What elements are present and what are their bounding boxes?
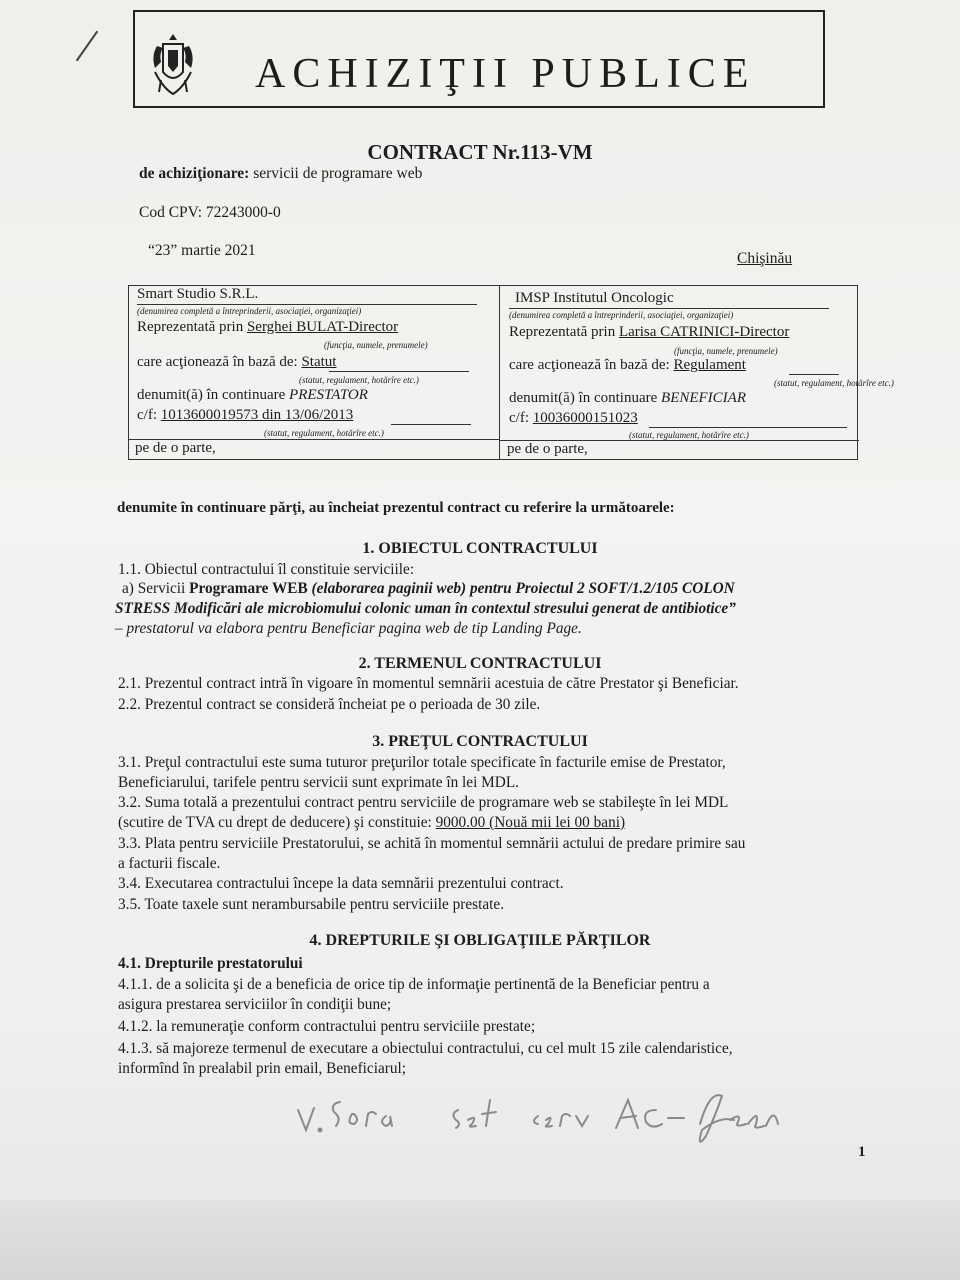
s3-line-6: a facturii fiscale. — [118, 855, 221, 872]
s1-line-2a: a) Servicii — [122, 580, 190, 597]
s4-line-5: informînd în prealabil prin email, Beneficiarul; — [118, 1060, 406, 1077]
left-cf-hint: (statut, regulament, hotărîre etc.) — [264, 428, 384, 438]
right-cf-label: c/f: — [509, 410, 529, 426]
section-4-title: 4. DREPTURILE ŞI OBLIGAŢIILE PĂRŢILOR — [309, 932, 651, 949]
right-cf-value: 10036000151023 — [532, 410, 638, 426]
handwriting-text: V. Sora şef serv. AC — [290, 1080, 299, 1081]
right-basis-underline — [789, 374, 839, 375]
pen-mark — [76, 31, 98, 62]
right-cf-underline — [649, 427, 847, 428]
contract-subject — [139, 165, 422, 183]
s3-line-2: Beneficiarului, tarifele pentru servicii sunt exprimate în lei MDL. — [118, 774, 519, 791]
left-name-hint: (denumirea completă a întreprinderii, asociaţiei, organizaţiei) — [137, 306, 362, 316]
s3-total-amount: 9000.00 (Nouă mii lei 00 bani) — [435, 814, 626, 831]
s4-line-3: 4.1.2. la remuneraţie conform contractului pentru serviciile prestate; — [118, 1018, 536, 1035]
contract-city: Chişinău — [737, 250, 793, 267]
right-represented-label: Reprezentată prin — [509, 324, 616, 340]
left-named — [137, 387, 368, 404]
s3-line-8: 3.5. Toate taxele sunt nerambursabile pentru serviciile prestate. — [118, 896, 505, 913]
right-basis-hint: (statut, regulament, hotărîre etc.) — [774, 378, 894, 388]
cpv-code: Cod CPV: 72243000-0 — [139, 204, 281, 221]
subject-value: servicii de programare web — [253, 165, 423, 182]
s3-line-1: 3.1. Preţul contractului este suma tuturor preţurilor totale specificate în facturile emise de Prestator, — [118, 754, 726, 771]
s3-line-7: 3.4. Executarea contractului începe la data semnării prezentului contract. — [118, 875, 564, 892]
page-number: 1 — [858, 1144, 866, 1160]
parties-divider — [499, 286, 500, 459]
right-named-label: denumit(ă) în continuare — [509, 390, 658, 406]
right-name-hint: (denumirea completă a întreprinderii, asociaţiei, organizaţiei) — [509, 310, 734, 320]
intro-text: denumite în continuare părţi, au încheiat prezentul contract cu referire la următoarele: — [117, 500, 675, 516]
right-basis-label: care acţionează în bază de: — [509, 357, 670, 373]
right-basis — [509, 357, 746, 374]
left-cf-label: c/f: — [137, 407, 157, 423]
handwritten-signature — [290, 1080, 810, 1160]
s4-subtitle: 4.1. Drepturile prestatorului — [118, 955, 303, 972]
section-2-title: 2. TERMENUL CONTRACTULUI — [358, 655, 602, 672]
left-cf — [137, 407, 353, 424]
right-named — [509, 390, 746, 407]
left-basis-underline — [329, 371, 469, 372]
right-closing: pe de o parte, — [507, 441, 588, 457]
header-title: ACHIZIŢII PUBLICE — [255, 51, 756, 97]
left-cf-value: 1013600019573 din 13/06/2013 — [160, 407, 354, 423]
s3-line-5: 3.3. Plata pentru serviciile Prestatorului, se achită în momentul semnării actului de predare primire sau — [118, 835, 746, 852]
s2-line-1: 2.1. Prezentul contract intră în vigoare în momentul semnării acestuia de către Prestator şi Beneficiar. — [118, 675, 739, 692]
left-named-value: PRESTATOR — [289, 387, 368, 403]
s1-line-4: – prestatorul va elabora pentru Beneficiar pagina web de tip Landing Page. — [115, 620, 582, 637]
right-party-name: IMSP Institutul Oncologic — [515, 290, 674, 306]
left-name-underline — [137, 304, 477, 305]
right-name-underline — [509, 308, 829, 309]
left-represented-hint: (funcţia, numele, prenumele) — [324, 340, 428, 350]
s1-line-1: 1.1. Obiectul contractului îl constituie serviciile: — [118, 561, 415, 578]
page-shadow — [0, 1200, 960, 1280]
s4-line-4: 4.1.3. să majoreze termenul de executare a obiectului contractului, cu cel mult 15 zile calendaristice, — [118, 1040, 733, 1057]
contract-title: CONTRACT Nr.113-VM — [367, 140, 593, 164]
subject-label: de achiziţionare: — [139, 165, 250, 182]
left-represented-value: Serghei BULAT-Director — [246, 319, 399, 335]
s3-line-3: 3.2. Suma totală a prezentului contract pentru serviciile de programare web se stabileşte în lei MDL — [118, 794, 729, 811]
left-basis-hint: (statut, regulament, hotărîre etc.) — [299, 375, 419, 385]
coat-of-arms-icon — [147, 32, 199, 98]
s1-line-2b: Programare WEB — [189, 580, 308, 597]
right-basis-value: Regulament — [673, 357, 746, 373]
header-box — [133, 10, 825, 108]
s4-line-1: 4.1.1. de a solicita şi de a beneficia de orice tip de informaţie pertinentă de la Beneficiar pentru a — [118, 976, 710, 993]
right-cf — [509, 410, 638, 427]
left-basis — [137, 354, 336, 371]
left-named-label: denumit(ă) în continuare — [137, 387, 286, 403]
left-party-name: Smart Studio S.R.L. — [137, 286, 259, 302]
left-basis-value: Statut — [301, 354, 337, 370]
s4-line-2: asigura prestarea serviciilor în condiţii bune; — [118, 996, 392, 1013]
section-3-title: 3. PREŢUL CONTRACTULUI — [372, 733, 588, 750]
left-basis-label: care acţionează în bază de: — [137, 354, 298, 370]
right-named-value: BENEFICIAR — [661, 390, 747, 406]
left-represented-label: Reprezentată prin — [137, 319, 244, 335]
s1-line-3: STRESS Modificări ale microbiomului colonic uman în contextul stresului generat de antibiotice” — [115, 600, 736, 617]
parties-table — [128, 285, 894, 460]
s1-line-2 — [122, 580, 735, 598]
contract-date: “23” martie 2021 — [148, 242, 256, 259]
s2-line-2: 2.2. Prezentul contract se consideră încheiat pe o perioada de 30 zile. — [118, 696, 541, 713]
right-represented-hint: (funcţia, numele, prenumele) — [674, 346, 778, 356]
left-represented — [137, 319, 398, 336]
left-cf-underline — [391, 424, 471, 425]
s3-line-4 — [118, 814, 625, 832]
left-closing: pe de o parte, — [135, 440, 216, 456]
right-cf-hint: (statut, regulament, hotărîre etc.) — [629, 430, 749, 440]
section-1-title: 1. OBIECTUL CONTRACTULUI — [362, 540, 598, 557]
s1-line-2c: (elaborarea paginii web) pentru Proiectul 2 SOFT/1.2/105 COLON — [307, 580, 735, 597]
s3-line-4a: (scutire de TVA cu drept de deducere) şi constituie: — [118, 814, 436, 831]
right-represented-value: Larisa CATRINICI-Director — [618, 324, 790, 340]
right-represented — [509, 324, 789, 341]
